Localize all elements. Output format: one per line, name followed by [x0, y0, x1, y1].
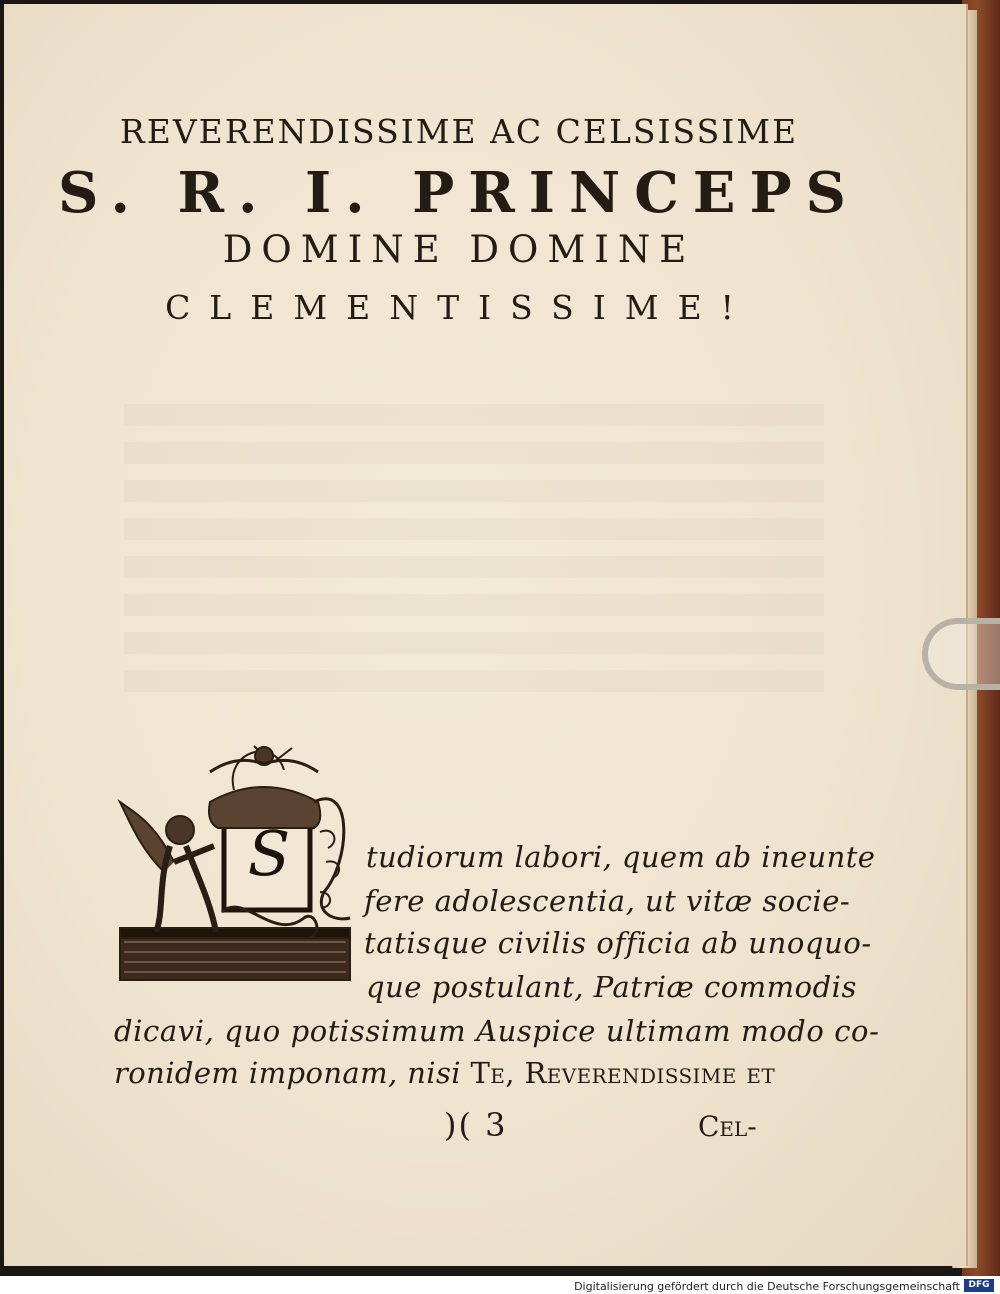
body-line-6-smallcaps: Te, Reverendissime et: [470, 1056, 776, 1090]
signature-mark: )( 3: [444, 1106, 508, 1144]
body-line-3: tatisque civilis officia ab unoquo-: [364, 926, 872, 960]
heading-line-2: S. R. I. PRINCEPS: [58, 160, 860, 226]
credit-text: Digitalisierung gefördert durch die Deutsche Forschungsgemeinschaft: [574, 1280, 960, 1293]
body-line-1: tudiorum labori, quem ab ineunte: [366, 840, 876, 874]
heading-line-1: REVERENDISSIME AC CELSISSIME: [119, 112, 799, 151]
dfg-logo: DFG: [964, 1279, 994, 1292]
body-line-6-italic: ronidem imponam, nisi: [114, 1056, 471, 1090]
catchword: Cel-: [698, 1110, 757, 1143]
heading-line-3: DOMINE DOMINE: [222, 228, 696, 271]
page-clip: [922, 618, 1000, 690]
drop-cap-letter: S: [247, 817, 291, 890]
show-through-text: [124, 404, 824, 704]
heading-line-4: CLEMENTISSIME!: [165, 288, 753, 327]
body-line-6: [114, 1056, 775, 1090]
decorative-initial-woodcut: [114, 742, 354, 990]
body-line-4: que postulant, Patriæ commodis: [366, 970, 857, 1004]
body-line-2: fere adolescentia, ut vitæ socie-: [364, 884, 851, 918]
body-line-5: dicavi, quo potissimum Auspice ultimam modo co-: [114, 1014, 880, 1048]
